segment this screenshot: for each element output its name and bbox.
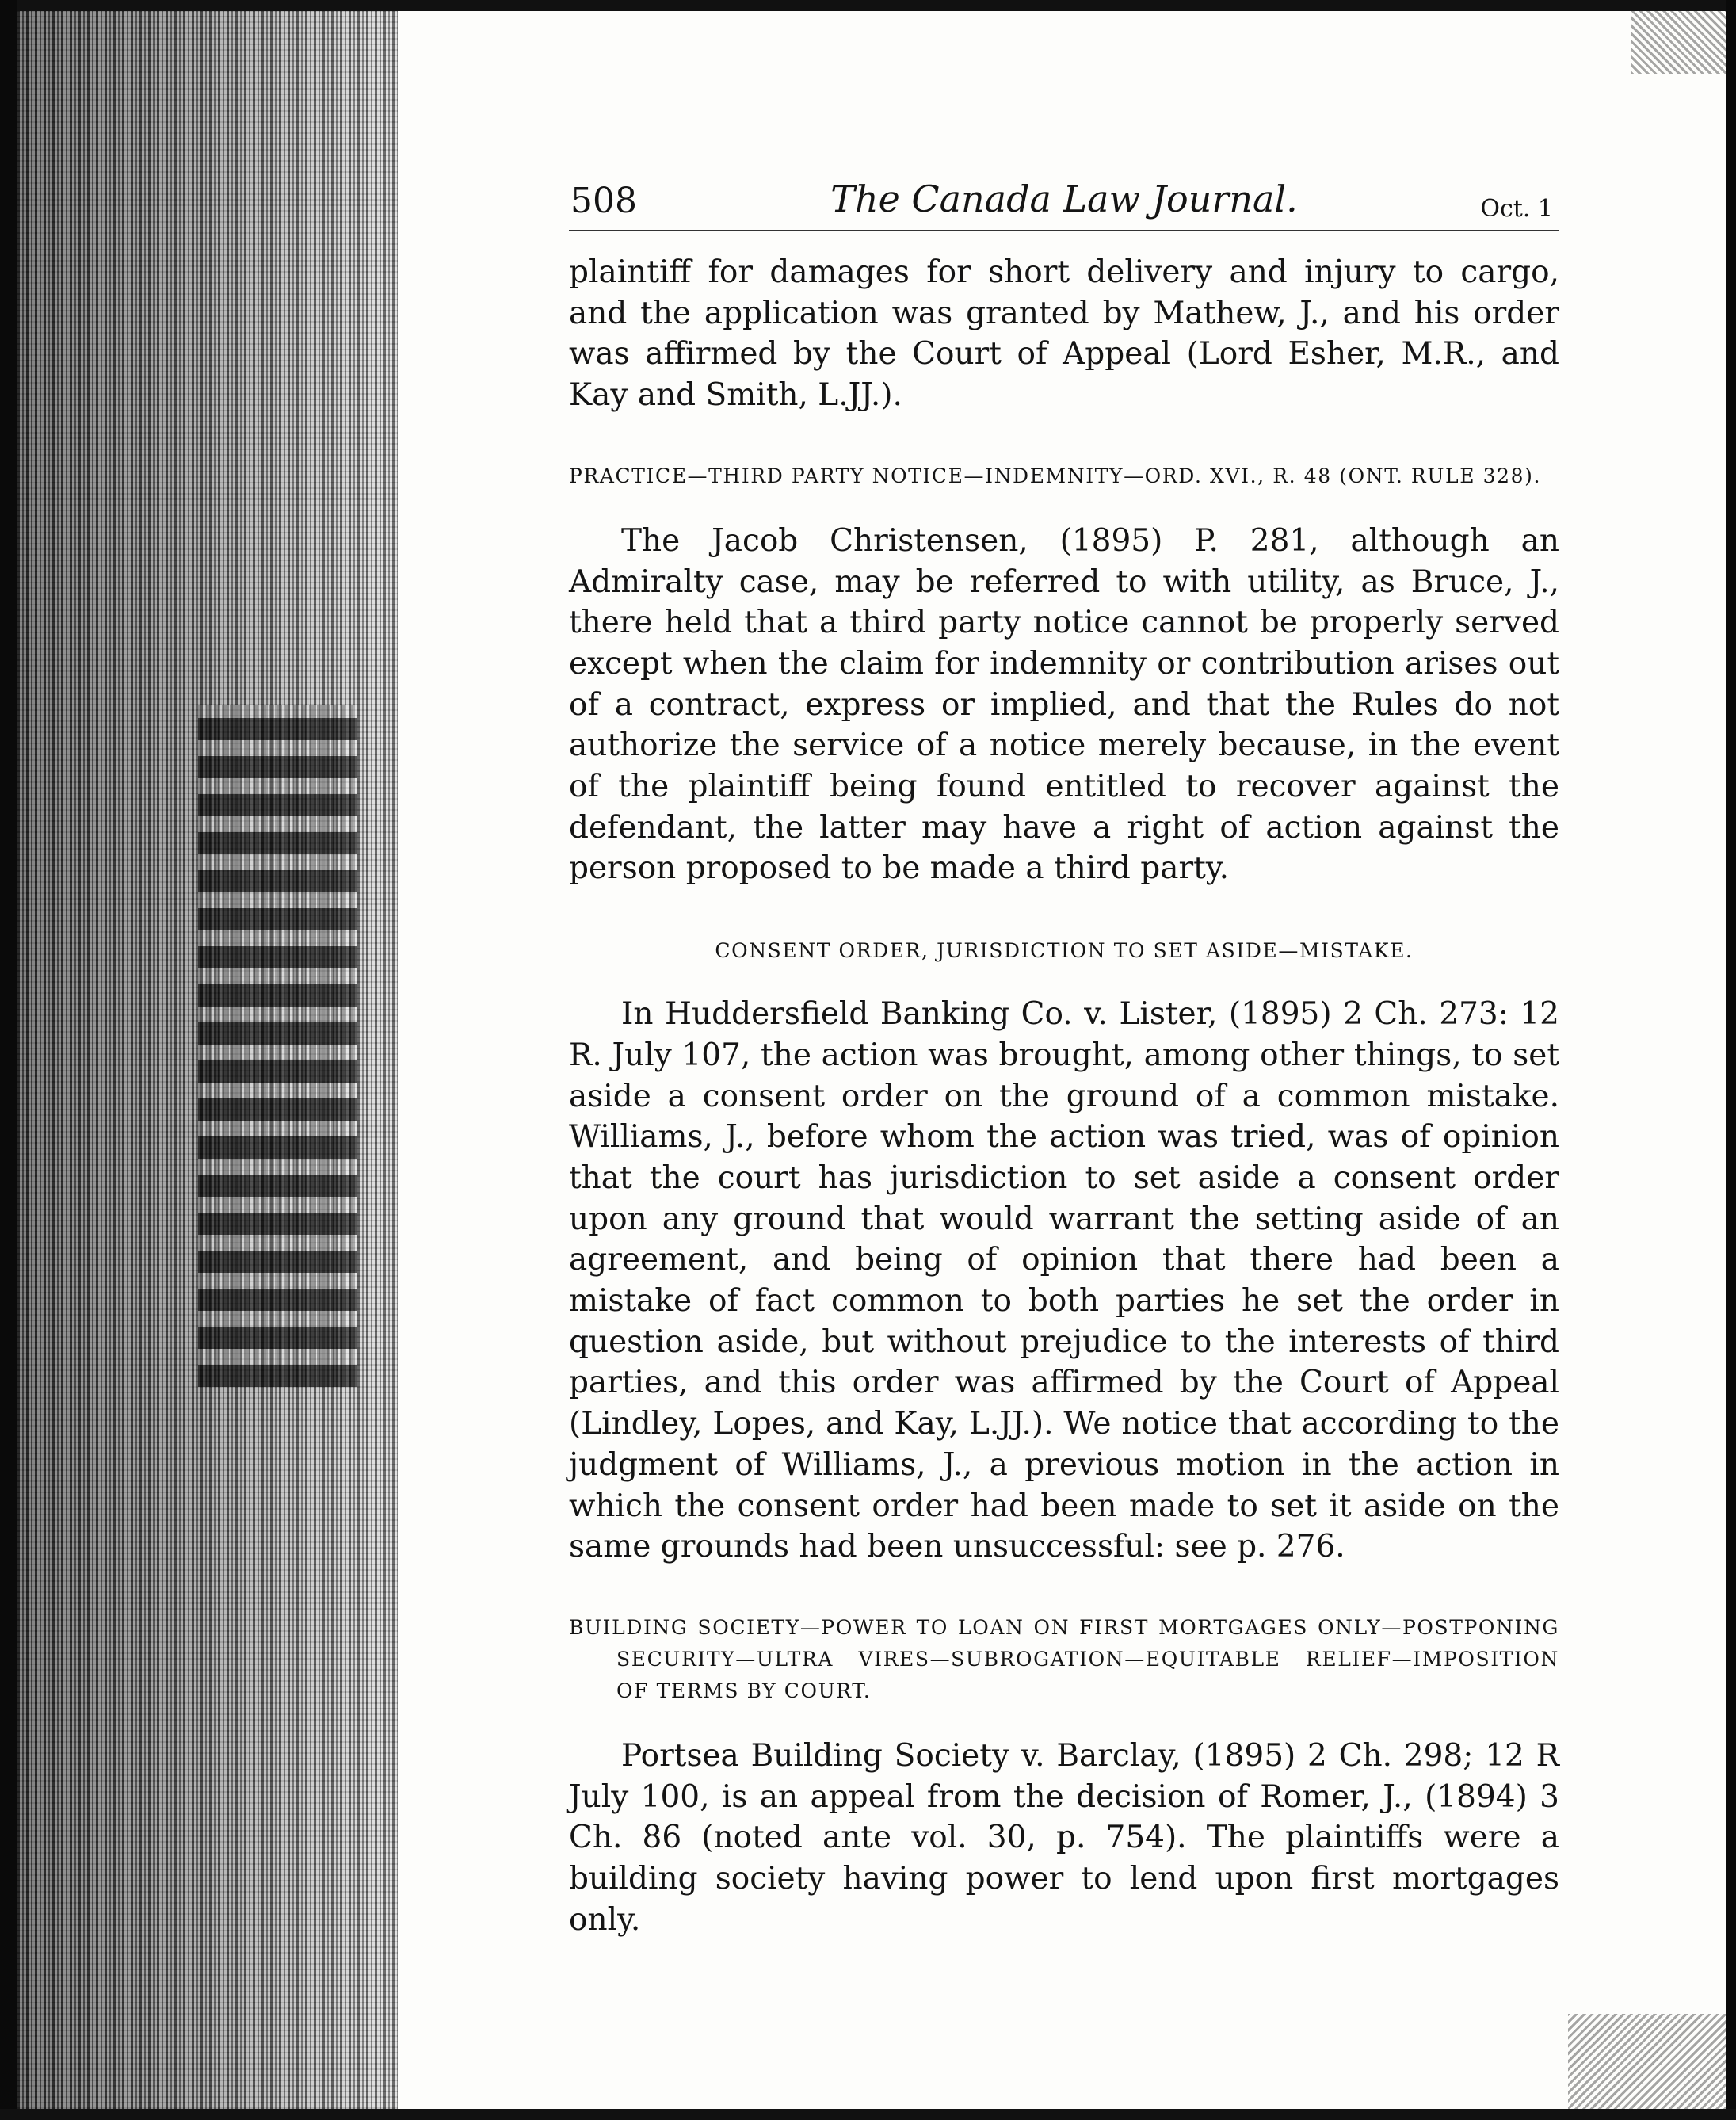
section-rubric: BUILDING SOCIETY—POWER TO LOAN ON FIRST MORTGAGES ONLY—POSTPONING SECURITY—ULTRA VIRES—SUBROGATION—EQUITABLE RELIEF—IMPOSITION OF TERMS BY COURT. bbox=[569, 1615, 1559, 1702]
section-rubric: CONSENT ORDER, JURISDICTION TO SET ASIDE—MISTAKE. bbox=[715, 939, 1414, 963]
scan-border-top bbox=[0, 0, 1736, 11]
scan-border-left bbox=[0, 0, 17, 2120]
spine-binding-mark bbox=[198, 705, 357, 1387]
journal-page bbox=[569, 174, 1559, 1941]
issue-date: Oct. 1 bbox=[1480, 195, 1553, 223]
journal-title: The Canada Law Journal. bbox=[830, 178, 1298, 220]
scan-border-bottom bbox=[0, 2109, 1736, 2120]
scan-border-right bbox=[1726, 0, 1736, 2120]
paragraph-continuation: plaintiff for damages for short delivery and injury to cargo, and the application was granted by Mathew, J., and his order was affirmed by the Court of Appeal (Lord Esher, M.R., and Kay and Smith, L.JJ.). bbox=[569, 254, 1559, 414]
page-number: 508 bbox=[570, 181, 637, 221]
section-rubric: PRACTICE—THIRD PARTY NOTICE—INDEMNITY—ORD. XVI., R. 48 (ONT. RULE 328). bbox=[569, 464, 1542, 487]
running-header bbox=[569, 174, 1559, 231]
paragraph-huddersfield: In Huddersfield Banking Co. v. Lister, (1895) 2 Ch. 273: 12 R. July 107, the action was brought, among other things, to set aside a consent order on the ground of a common mistake. Williams, J., before whom the action was tried, was of opinion that the court has jurisdiction to set aside a consent order upon any ground that would warrant the setting aside of an agreement, and being of opinion that there had been a mistake of fact common to both parties he set the order in question aside, but without prejudice to the interests of third parties, and this order was affirmed by the Court of Appeal (Lindley, Lopes, and Kay, L.JJ.). We notice that according to the judgment of Williams, J., a previous motion in the action in which the consent order had been made to set it aside on the same grounds had been unsuccessful: see p. 276. bbox=[569, 996, 1559, 1565]
paragraph-portsea: Portsea Building Society v. Barclay, (1895) 2 Ch. 298; 12 R July 100, is an appeal from the decision of Romer, J., (1894) 3 Ch. 86 (noted ante vol. 30, p. 754). The plaintiffs were a building society having power to lend upon first mortgages only. bbox=[569, 1737, 1559, 1938]
scan-noise-corner bbox=[1568, 2014, 1726, 2109]
scan-noise-corner bbox=[1631, 11, 1726, 74]
paragraph-jacob-christensen: The Jacob Christensen, (1895) P. 281, although an Admiralty case, may be referred to with utility, as Bruce, J., there held that a third party notice cannot be properly served except when the claim for indemnity or contribution arises out of a contract, express or implied, and that the Rules do not authorize the service of a notice merely because, in the event of the plaintiff being found entitled to recover against the defendant, the latter may have a right of action against the person proposed to be made a third party. bbox=[569, 522, 1559, 887]
